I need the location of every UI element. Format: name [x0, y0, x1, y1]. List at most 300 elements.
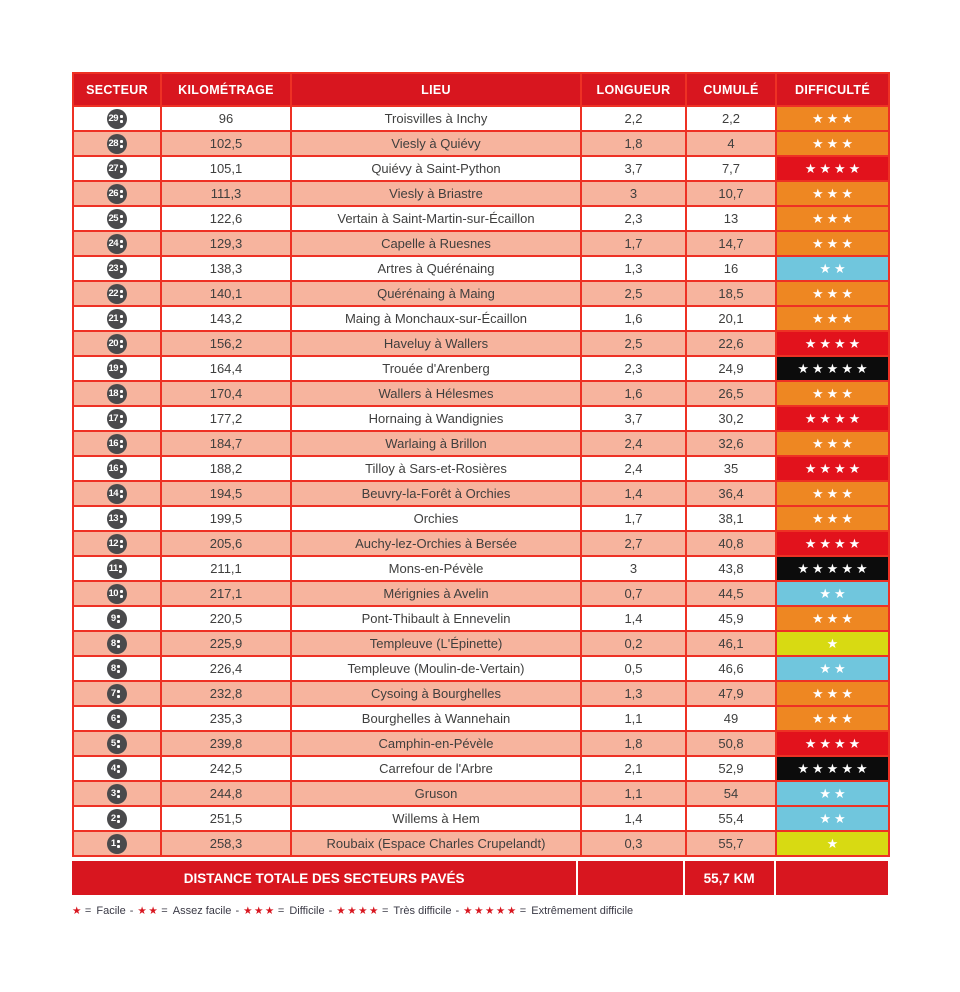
cobble-dots-icon	[117, 615, 120, 623]
table-row	[73, 456, 889, 481]
difficulty-cell	[776, 756, 889, 781]
sector-number-badge	[107, 434, 127, 454]
sector-number-badge	[107, 634, 127, 654]
cumule-cell: 26,5	[686, 381, 776, 406]
cumule-cell: 13	[686, 206, 776, 231]
cobble-dots-icon	[117, 740, 120, 748]
sector-cell	[73, 106, 161, 131]
sector-cell	[73, 606, 161, 631]
kilometrage-cell: 239,8	[161, 731, 291, 756]
sector-number: 24	[108, 237, 119, 249]
cobble-dots-icon	[120, 315, 123, 323]
cobble-dots-icon	[120, 465, 123, 473]
legend-equals: =	[277, 905, 288, 917]
sector-number-badge	[107, 784, 127, 804]
difficulty-cell	[776, 531, 889, 556]
lieu-cell: Warlaing à Brillon	[291, 431, 581, 456]
cumule-cell: 54	[686, 781, 776, 806]
lieu-cell: Wallers à Hélesmes	[291, 381, 581, 406]
sector-number: 11	[108, 562, 118, 574]
sector-cell	[73, 206, 161, 231]
lieu-cell: Camphin-en-Pévèle	[291, 731, 581, 756]
table-row	[73, 356, 889, 381]
cobble-dots-icon	[117, 815, 120, 823]
cobble-dots-icon	[120, 590, 123, 598]
cobble-dots-icon	[120, 265, 123, 273]
legend-separator: -	[455, 905, 460, 917]
sector-cell	[73, 406, 161, 431]
lieu-cell: Vertain à Saint-Martin-sur-Écaillon	[291, 206, 581, 231]
sector-number-badge	[107, 359, 127, 379]
difficulty-stars: ★★★	[812, 610, 856, 626]
legend-stars: ★★★	[243, 905, 276, 917]
kilometrage-cell: 143,2	[161, 306, 291, 331]
cumule-cell: 44,5	[686, 581, 776, 606]
sector-cell	[73, 731, 161, 756]
sector-number: 20	[108, 337, 119, 349]
table-row	[73, 756, 889, 781]
difficulty-cell	[776, 256, 889, 281]
difficulty-cell	[776, 656, 889, 681]
kilometrage-cell: 156,2	[161, 331, 291, 356]
kilometrage-cell: 184,7	[161, 431, 291, 456]
cobble-dots-icon	[117, 640, 120, 648]
kilometrage-cell: 235,3	[161, 706, 291, 731]
legend-equals: =	[381, 905, 392, 917]
cobble-dots-icon	[120, 340, 123, 348]
cobble-dots-icon	[117, 715, 120, 723]
sector-number: 19	[108, 362, 119, 374]
cobble-dots-icon	[120, 440, 123, 448]
table-row	[73, 431, 889, 456]
difficulty-stars: ★	[826, 635, 842, 651]
header-difficulte: DIFFICULTÉ	[776, 73, 889, 106]
difficulty-cell	[776, 781, 889, 806]
legend-stars: ★★★★	[336, 905, 380, 917]
sector-number-badge	[107, 284, 127, 304]
difficulty-stars: ★★★	[812, 235, 856, 251]
sector-number-badge	[107, 309, 127, 329]
difficulty-stars: ★★★	[812, 285, 856, 301]
header-longueur: LONGUEUR	[581, 73, 686, 106]
difficulty-stars: ★★★★	[804, 160, 864, 176]
legend-label: Facile	[96, 905, 126, 917]
kilometrage-cell: 164,4	[161, 356, 291, 381]
difficulty-stars: ★★★	[812, 435, 856, 451]
difficulty-stars: ★★★★	[804, 410, 864, 426]
sector-cell	[73, 756, 161, 781]
table-row	[73, 606, 889, 631]
sector-cell	[73, 181, 161, 206]
cobble-dots-icon	[120, 240, 123, 248]
kilometrage-cell: 188,2	[161, 456, 291, 481]
difficulty-cell	[776, 331, 889, 356]
cobble-dots-icon	[120, 140, 123, 148]
sector-cell	[73, 131, 161, 156]
sector-cell	[73, 531, 161, 556]
difficulty-cell	[776, 731, 889, 756]
sector-cell	[73, 681, 161, 706]
legend-label: Difficile	[289, 905, 325, 917]
header-secteur: SECTEUR	[73, 73, 161, 106]
sector-cell	[73, 581, 161, 606]
sector-number-badge	[107, 259, 127, 279]
longueur-cell: 1,6	[581, 306, 686, 331]
sector-number: 3	[110, 787, 116, 799]
cumule-cell: 4	[686, 131, 776, 156]
lieu-cell: Pont-Thibault à Ennevelin	[291, 606, 581, 631]
cumule-cell: 43,8	[686, 556, 776, 581]
legend-separator: -	[235, 905, 240, 917]
total-empty-longueur-cell	[576, 861, 682, 895]
sector-number-badge	[107, 659, 127, 679]
lieu-cell: Capelle à Ruesnes	[291, 231, 581, 256]
table-row	[73, 381, 889, 406]
difficulty-cell	[776, 806, 889, 831]
total-empty-difficulty-cell	[774, 861, 888, 895]
legend-label: Assez facile	[172, 905, 232, 917]
difficulty-cell	[776, 356, 889, 381]
difficulty-cell	[776, 431, 889, 456]
total-label: DISTANCE TOTALE DES SECTEURS PAVÉS	[183, 870, 465, 886]
kilometrage-cell: 244,8	[161, 781, 291, 806]
legend-stars: ★	[72, 905, 83, 917]
kilometrage-cell: 129,3	[161, 231, 291, 256]
cobble-dots-icon	[120, 365, 123, 373]
sector-number: 26	[108, 187, 119, 199]
sector-cell	[73, 256, 161, 281]
sector-cell	[73, 831, 161, 856]
sector-number: 18	[108, 387, 119, 399]
difficulty-stars: ★★★	[812, 110, 856, 126]
table-row	[73, 306, 889, 331]
cobble-dots-icon	[117, 790, 120, 798]
longueur-cell: 2,1	[581, 756, 686, 781]
sector-number-badge	[107, 209, 127, 229]
kilometrage-cell: 138,3	[161, 256, 291, 281]
sector-number-badge	[107, 109, 127, 129]
sector-number-badge	[107, 734, 127, 754]
longueur-cell: 1,4	[581, 606, 686, 631]
sector-number: 16	[108, 437, 119, 449]
table-row	[73, 331, 889, 356]
sector-number-badge	[107, 534, 127, 554]
kilometrage-cell: 199,5	[161, 506, 291, 531]
difficulty-stars: ★★	[819, 785, 849, 801]
total-distance-value: 55,7 KM	[683, 861, 774, 895]
longueur-cell: 1,3	[581, 256, 686, 281]
longueur-cell: 2,5	[581, 281, 686, 306]
table-row	[73, 831, 889, 856]
difficulty-stars: ★★★	[812, 510, 856, 526]
difficulty-stars: ★★★★★	[797, 560, 871, 576]
cumule-cell: 20,1	[686, 306, 776, 331]
legend-stars: ★★	[137, 905, 160, 917]
cobble-dots-icon	[117, 840, 120, 848]
sector-number: 13	[108, 512, 119, 524]
header-row	[73, 73, 889, 106]
cobble-dots-icon	[119, 565, 122, 573]
cobble-dots-icon	[120, 165, 123, 173]
kilometrage-cell: 96	[161, 106, 291, 131]
sector-cell	[73, 231, 161, 256]
lieu-cell: Cysoing à Bourghelles	[291, 681, 581, 706]
table-row	[73, 131, 889, 156]
legend-equals: =	[161, 905, 171, 917]
sector-number: 17	[108, 412, 119, 424]
lieu-cell: Auchy-lez-Orchies à Bersée	[291, 531, 581, 556]
table-row	[73, 106, 889, 131]
difficulty-stars: ★★★	[812, 210, 856, 226]
difficulty-cell	[776, 456, 889, 481]
legend-equals: =	[519, 905, 530, 917]
legend-label: Très difficile	[393, 905, 452, 917]
cobble-dots-icon	[120, 390, 123, 398]
difficulty-cell	[776, 556, 889, 581]
kilometrage-cell: 140,1	[161, 281, 291, 306]
lieu-cell: Artres à Quérénaing	[291, 256, 581, 281]
longueur-cell: 1,4	[581, 806, 686, 831]
sector-cell	[73, 431, 161, 456]
sector-cell	[73, 556, 161, 581]
sector-number: 8	[110, 637, 116, 649]
difficulty-cell	[776, 181, 889, 206]
sector-cell	[73, 156, 161, 181]
difficulty-stars: ★★	[819, 660, 849, 676]
difficulty-cell	[776, 631, 889, 656]
kilometrage-cell: 251,5	[161, 806, 291, 831]
lieu-cell: Roubaix (Espace Charles Crupelandt)	[291, 831, 581, 856]
cumule-cell: 16	[686, 256, 776, 281]
cumule-cell: 45,9	[686, 606, 776, 631]
lieu-cell: Bourghelles à Wannehain	[291, 706, 581, 731]
kilometrage-cell: 177,2	[161, 406, 291, 431]
longueur-cell: 2,3	[581, 356, 686, 381]
longueur-cell: 2,2	[581, 106, 686, 131]
difficulty-stars: ★★★	[812, 135, 856, 151]
sector-number-badge	[107, 334, 127, 354]
cumule-cell: 22,6	[686, 331, 776, 356]
difficulty-cell	[776, 406, 889, 431]
sector-number-badge	[107, 609, 127, 629]
table-row	[73, 531, 889, 556]
table-row	[73, 806, 889, 831]
lieu-cell: Troisvilles à Inchy	[291, 106, 581, 131]
kilometrage-cell: 242,5	[161, 756, 291, 781]
longueur-cell: 3	[581, 181, 686, 206]
kilometrage-cell: 194,5	[161, 481, 291, 506]
table-row	[73, 731, 889, 756]
longueur-cell: 1,7	[581, 506, 686, 531]
sector-cell	[73, 331, 161, 356]
sector-number-badge	[107, 234, 127, 254]
kilometrage-cell: 122,6	[161, 206, 291, 231]
sector-cell	[73, 706, 161, 731]
difficulty-stars: ★★★	[812, 385, 856, 401]
difficulty-stars: ★★★★★	[797, 760, 871, 776]
longueur-cell: 2,5	[581, 331, 686, 356]
longueur-cell: 1,3	[581, 681, 686, 706]
sector-cell	[73, 306, 161, 331]
kilometrage-cell: 105,1	[161, 156, 291, 181]
kilometrage-cell: 205,6	[161, 531, 291, 556]
kilometrage-cell: 111,3	[161, 181, 291, 206]
cobble-dots-icon	[120, 515, 123, 523]
longueur-cell: 1,6	[581, 381, 686, 406]
cumule-cell: 18,5	[686, 281, 776, 306]
cumule-cell: 47,9	[686, 681, 776, 706]
cobble-dots-icon	[120, 290, 123, 298]
table-row	[73, 181, 889, 206]
table-row	[73, 781, 889, 806]
lieu-cell: Carrefour de l'Arbre	[291, 756, 581, 781]
lieu-cell: Quiévy à Saint-Python	[291, 156, 581, 181]
difficulty-stars: ★★★★	[804, 735, 864, 751]
cobble-dots-icon	[120, 115, 123, 123]
difficulty-stars: ★★★	[812, 485, 856, 501]
sector-number: 27	[108, 162, 119, 174]
cumule-cell: 36,4	[686, 481, 776, 506]
cobble-dots-icon	[120, 215, 123, 223]
sector-number-badge	[107, 184, 127, 204]
table-row	[73, 581, 889, 606]
difficulty-cell	[776, 706, 889, 731]
sector-cell	[73, 481, 161, 506]
lieu-cell: Hornaing à Wandignies	[291, 406, 581, 431]
sector-number-badge	[107, 159, 127, 179]
difficulty-cell	[776, 831, 889, 856]
cumule-cell: 49	[686, 706, 776, 731]
lieu-cell: Beuvry-la-Forêt à Orchies	[291, 481, 581, 506]
sector-cell	[73, 806, 161, 831]
sector-number: 4	[110, 762, 116, 774]
difficulty-stars: ★★	[819, 260, 849, 276]
sector-number: 14	[108, 487, 119, 499]
table-row	[73, 231, 889, 256]
longueur-cell: 3,7	[581, 406, 686, 431]
legend-separator: -	[328, 905, 333, 917]
longueur-cell: 0,5	[581, 656, 686, 681]
kilometrage-cell: 211,1	[161, 556, 291, 581]
difficulty-cell	[776, 231, 889, 256]
difficulty-stars: ★★★	[812, 710, 856, 726]
longueur-cell: 1,1	[581, 781, 686, 806]
sector-number: 1	[110, 837, 116, 849]
sector-number: 29	[108, 112, 119, 124]
cumule-cell: 38,1	[686, 506, 776, 531]
cobble-dots-icon	[117, 765, 120, 773]
sector-cell	[73, 781, 161, 806]
sector-number: 5	[110, 737, 116, 749]
lieu-cell: Maing à Monchaux-sur-Écaillon	[291, 306, 581, 331]
sector-number: 7	[110, 687, 116, 699]
cobble-dots-icon	[117, 690, 120, 698]
lieu-cell: Orchies	[291, 506, 581, 531]
cumule-cell: 14,7	[686, 231, 776, 256]
cumule-cell: 55,7	[686, 831, 776, 856]
longueur-cell: 1,8	[581, 131, 686, 156]
legend-stars: ★★★★★	[463, 905, 518, 917]
sector-number-badge	[107, 134, 127, 154]
longueur-cell: 1,1	[581, 706, 686, 731]
difficulty-cell	[776, 606, 889, 631]
total-row	[72, 861, 888, 895]
lieu-cell: Templeuve (L'Épinette)	[291, 631, 581, 656]
longueur-cell: 3	[581, 556, 686, 581]
sector-cell	[73, 631, 161, 656]
table-row	[73, 406, 889, 431]
lieu-cell: Templeuve (Moulin-de-Vertain)	[291, 656, 581, 681]
sector-cell	[73, 656, 161, 681]
difficulty-cell	[776, 381, 889, 406]
sector-cell	[73, 356, 161, 381]
cumule-cell: 35	[686, 456, 776, 481]
longueur-cell: 1,7	[581, 231, 686, 256]
longueur-cell: 0,7	[581, 581, 686, 606]
sector-number: 28	[108, 137, 119, 149]
kilometrage-cell: 232,8	[161, 681, 291, 706]
lieu-cell: Mérignies à Avelin	[291, 581, 581, 606]
sector-number-badge	[107, 459, 127, 479]
lieu-cell: Willems à Hem	[291, 806, 581, 831]
sector-number: 9	[110, 612, 116, 624]
cumule-cell: 46,1	[686, 631, 776, 656]
sector-number: 22	[108, 287, 119, 299]
sector-number-badge	[107, 509, 127, 529]
sector-number-badge	[107, 409, 127, 429]
difficulty-cell	[776, 131, 889, 156]
longueur-cell: 2,4	[581, 456, 686, 481]
sector-number-badge	[107, 584, 127, 604]
lieu-cell: Mons-en-Pévèle	[291, 556, 581, 581]
cobble-dots-icon	[120, 415, 123, 423]
difficulty-cell	[776, 481, 889, 506]
cumule-cell: 32,6	[686, 431, 776, 456]
lieu-cell: Viesly à Briastre	[291, 181, 581, 206]
difficulty-stars: ★	[826, 835, 842, 851]
header-cumule: CUMULÉ	[686, 73, 776, 106]
longueur-cell: 2,7	[581, 531, 686, 556]
difficulty-stars: ★★★★	[804, 460, 864, 476]
cumule-cell: 52,9	[686, 756, 776, 781]
pave-sectors-infographic	[72, 72, 888, 917]
table-row	[73, 506, 889, 531]
kilometrage-cell: 258,3	[161, 831, 291, 856]
longueur-cell: 2,4	[581, 431, 686, 456]
longueur-cell: 1,8	[581, 731, 686, 756]
sector-number-badge	[107, 559, 127, 579]
difficulty-stars: ★★★★	[804, 535, 864, 551]
sector-number-badge	[107, 684, 127, 704]
table-row	[73, 556, 889, 581]
longueur-cell: 0,2	[581, 631, 686, 656]
table-row	[73, 481, 889, 506]
cumule-cell: 10,7	[686, 181, 776, 206]
sector-number-badge	[107, 759, 127, 779]
sectors-table	[72, 72, 890, 857]
longueur-cell: 1,4	[581, 481, 686, 506]
cumule-cell: 40,8	[686, 531, 776, 556]
difficulty-stars: ★★★★	[804, 335, 864, 351]
sector-number: 23	[108, 262, 119, 274]
lieu-cell: Tilloy à Sars-et-Rosières	[291, 456, 581, 481]
cumule-cell: 50,8	[686, 731, 776, 756]
cobble-dots-icon	[117, 665, 120, 673]
cobble-dots-icon	[120, 190, 123, 198]
sector-cell	[73, 281, 161, 306]
kilometrage-cell: 217,1	[161, 581, 291, 606]
difficulty-stars: ★★★	[812, 685, 856, 701]
